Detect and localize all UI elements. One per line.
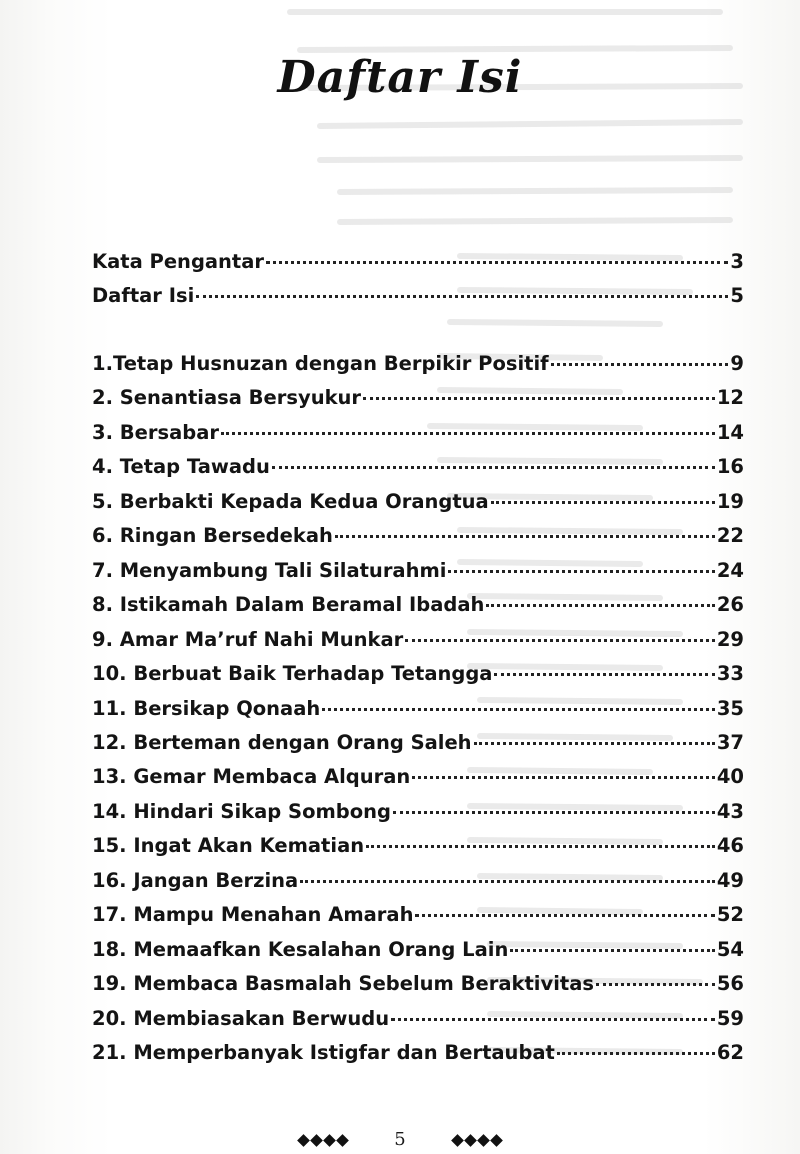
toc-label: 9. Amar Ma’ruf Nahi Munkar xyxy=(92,627,404,651)
toc-row xyxy=(92,1007,744,1030)
toc-row xyxy=(92,386,744,409)
dot-leader xyxy=(363,397,715,400)
toc-label: 17. Mampu Menahan Amarah xyxy=(92,903,414,927)
toc-row xyxy=(92,490,744,513)
toc-row-front-2 xyxy=(92,284,744,307)
dot-leader xyxy=(596,983,715,986)
toc-page-number: 56 xyxy=(716,972,744,996)
toc-page-number: 35 xyxy=(716,696,744,720)
toc-row xyxy=(92,593,744,616)
toc-row xyxy=(92,1041,744,1064)
dot-leader xyxy=(474,742,715,745)
toc-page-number: 49 xyxy=(716,868,744,892)
toc-row xyxy=(92,903,744,926)
toc-page-number: 24 xyxy=(716,558,744,582)
dot-leader xyxy=(510,949,715,952)
toc-page-number: 14 xyxy=(716,420,744,444)
toc-row-front-1 xyxy=(92,250,744,273)
toc-label: Kata Pengantar xyxy=(92,250,265,273)
toc-row xyxy=(92,731,744,754)
toc-page-number: 3 xyxy=(730,250,744,273)
toc-label: 16. Jangan Berzina xyxy=(92,868,299,892)
toc-page-number: 40 xyxy=(716,765,744,789)
dot-leader xyxy=(196,295,728,298)
toc-row xyxy=(92,765,744,788)
toc-label: 2. Senantiasa Bersyukur xyxy=(92,386,362,410)
toc-page-number: 5 xyxy=(730,284,744,307)
toc-page-number: 29 xyxy=(716,627,744,651)
toc-page-number: 26 xyxy=(716,593,744,617)
toc-label: 21. Memperbanyak Istigfar dan Bertaubat xyxy=(92,1041,555,1064)
toc-row xyxy=(92,800,744,823)
dot-leader xyxy=(300,880,715,883)
toc-label: 15. Ingat Akan Kematian xyxy=(92,834,365,858)
toc-page-number: 9 xyxy=(730,352,744,375)
toc-label: 11. Bersikap Qonaah xyxy=(92,696,321,720)
page-title: Daftar Isi xyxy=(277,52,523,103)
toc-page-number: 12 xyxy=(716,386,744,410)
toc-row xyxy=(92,869,744,892)
toc-row xyxy=(92,628,744,651)
toc-page-number: 43 xyxy=(716,799,744,823)
toc-label: 4. Tetap Tawadu xyxy=(92,455,270,479)
dot-leader xyxy=(272,466,715,469)
toc-page-number: 46 xyxy=(716,834,744,858)
dot-leader xyxy=(221,432,715,435)
dot-leader xyxy=(557,1052,715,1055)
toc-label: 20. Membiasakan Berwudu xyxy=(92,1006,390,1030)
diamond-ornament-left xyxy=(297,1129,349,1150)
dot-leader xyxy=(415,914,714,917)
toc-row xyxy=(92,697,744,720)
toc-page-number: 59 xyxy=(716,1006,744,1030)
toc-row xyxy=(92,834,744,857)
toc-page-number: 19 xyxy=(716,489,744,513)
dot-leader xyxy=(448,570,714,573)
toc-row xyxy=(92,972,744,995)
toc-label: 1.Tetap Husnuzan dengan Berpikir Positif xyxy=(92,352,549,375)
toc-page-number: 52 xyxy=(716,903,744,927)
toc-page-number: 37 xyxy=(716,730,744,754)
toc-page-number: 62 xyxy=(716,1041,744,1064)
toc-page-number: 33 xyxy=(716,662,744,686)
toc-label: 19. Membaca Basmalah Sebelum Beraktivitas xyxy=(92,972,594,996)
toc-page-number: 16 xyxy=(716,455,744,479)
toc-row xyxy=(92,455,744,478)
toc-label: 18. Memaafkan Kesalahan Orang Lain xyxy=(92,937,509,961)
dot-leader xyxy=(412,776,715,779)
toc-label: 6. Ringan Bersedekah xyxy=(92,524,333,548)
dot-leader xyxy=(405,639,715,642)
toc-label: 14. Hindari Sikap Sombong xyxy=(92,799,391,823)
dot-leader xyxy=(335,535,715,538)
toc-page-number: 54 xyxy=(716,937,744,961)
toc-label: 12. Berteman dengan Orang Saleh xyxy=(92,730,472,754)
toc-label: 10. Berbuat Baik Terhadap Tetangga xyxy=(92,662,493,686)
dot-leader xyxy=(266,261,728,264)
toc-row xyxy=(92,938,744,961)
dot-leader xyxy=(322,708,715,711)
toc-row xyxy=(92,352,744,375)
dot-leader xyxy=(393,811,715,814)
dot-leader xyxy=(551,363,729,366)
toc-page-number: 22 xyxy=(716,524,744,548)
footer-page-number: 5 xyxy=(394,1128,406,1150)
toc-label: Daftar Isi xyxy=(92,284,195,307)
page-footer xyxy=(0,1128,800,1150)
dot-leader xyxy=(366,845,715,848)
dot-leader xyxy=(391,1018,715,1021)
dot-leader xyxy=(494,673,714,676)
dot-leader xyxy=(491,501,715,504)
toc-label: 13. Gemar Membaca Alquran xyxy=(92,765,411,789)
toc-label: 5. Berbakti Kepada Kedua Orangtua xyxy=(92,489,489,513)
toc-label: 3. Bersabar xyxy=(92,420,219,444)
toc-label: 8. Istikamah Dalam Beramal Ibadah xyxy=(92,593,485,617)
toc-row xyxy=(92,421,744,444)
toc-label: 7. Menyambung Tali Silaturahmi xyxy=(92,558,447,582)
toc-row xyxy=(92,662,744,685)
toc-row xyxy=(92,524,744,547)
diamond-ornament-right xyxy=(451,1129,503,1150)
dot-leader xyxy=(486,604,714,607)
toc-row xyxy=(92,559,744,582)
